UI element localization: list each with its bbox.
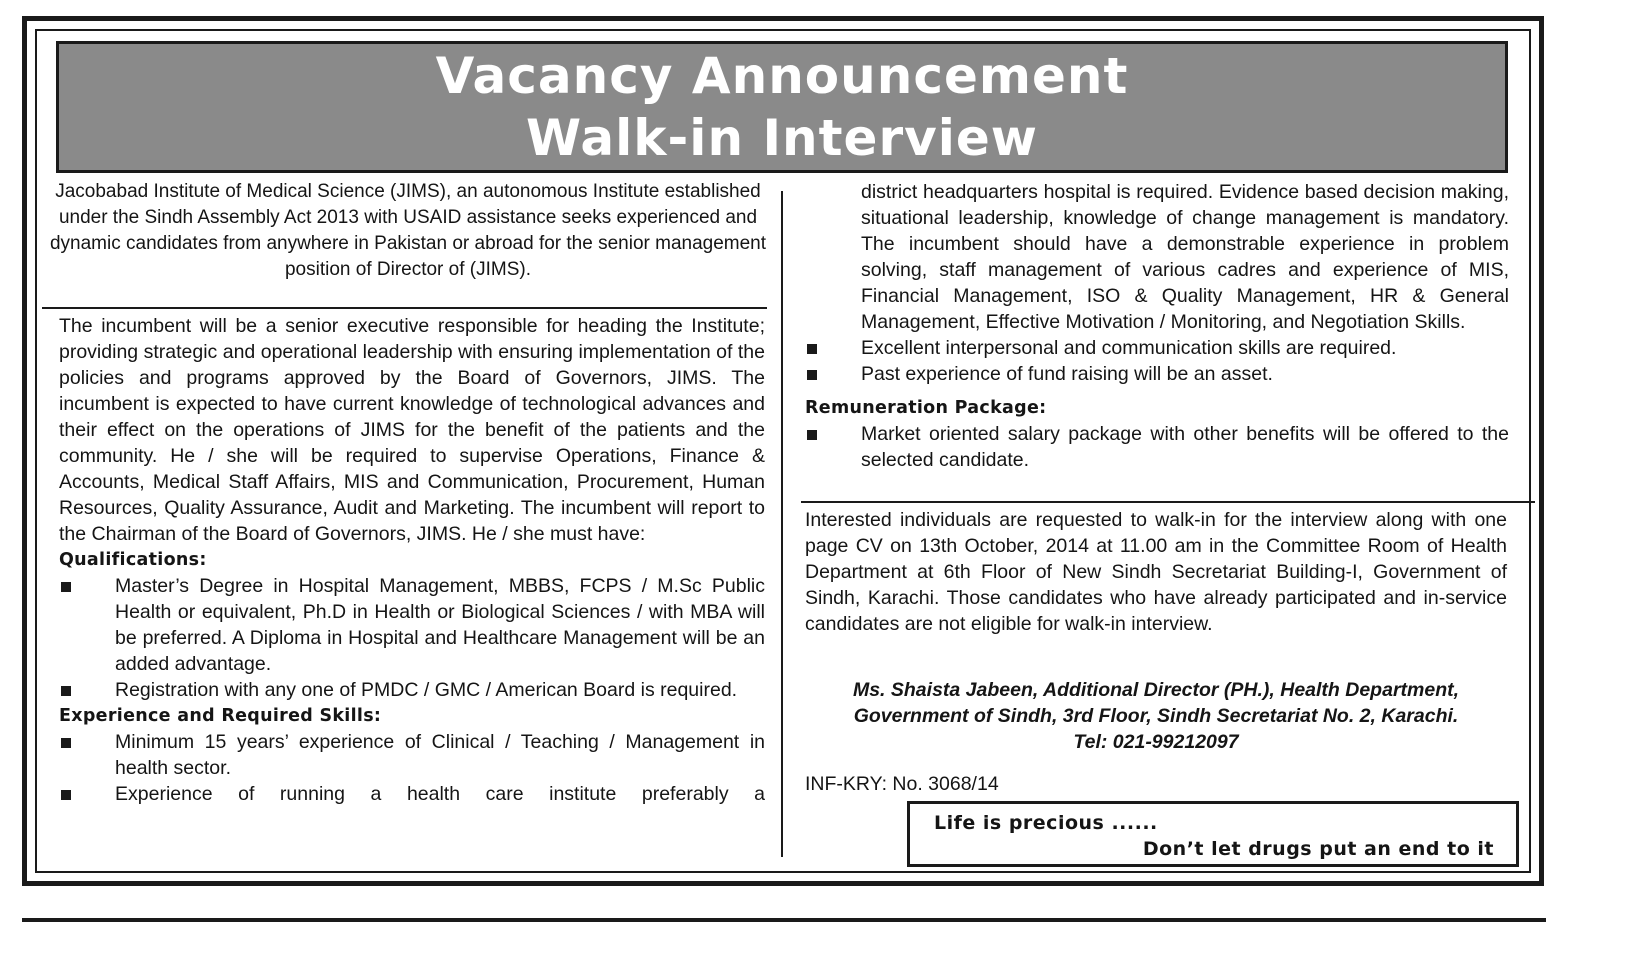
bullet-square-icon (61, 582, 71, 592)
advertisement-frame (22, 16, 1544, 886)
contact-address: Government of Sindh, 3rd Floor, Sindh Secretariat No. 2, Karachi. (853, 705, 1459, 727)
interview-details: Interested individuals are requested to walk-in for the interview along with one page CV on 13th October, 2014 at 11.00 am in the Committee Room of Health Department at 6th Floor of New Sindh Secretariat Building-I, Government of Sindh, Karachi. Those candidates who have already participated and in-service candidates are not eligible for walk-in interview. (805, 509, 1507, 635)
experience-item: Excellent interpersonal and communication skills are required. (805, 335, 1509, 361)
qualification-item: Master’s Degree in Hospital Management, MBBS, FCPS / M.Sc Public Health or equivalent, Ph.D in Health or Biological Sciences / with MBA will be preferred. A Diploma in Hospital and Healthcare Management will be an added advantage. (59, 573, 765, 677)
slogan-box (907, 801, 1519, 867)
contact-name: Ms. Shaista Jabeen, Additional Director (PH.), Health Department, (852, 679, 1460, 701)
slogan-line-2: Don’t let drugs put an end to it (1142, 838, 1494, 860)
left-column (59, 313, 765, 807)
bullet-square-icon (807, 370, 817, 380)
qualification-item: Registration with any one of PMDC / GMC / American Board is required. (59, 677, 765, 703)
experience-item: Past experience of fund raising will be an asset. (805, 361, 1509, 387)
experience-heading: Experience and Required Skills: (59, 706, 382, 726)
bullet-square-icon (807, 344, 817, 354)
bottom-rule (22, 918, 1546, 922)
intro-divider (42, 307, 767, 309)
experience-item: Experience of running a health care institute preferably a (59, 781, 765, 807)
title-line-2: Walk-in Interview (526, 109, 1038, 167)
remuneration-heading: Remuneration Package: (805, 398, 1047, 418)
title-banner (56, 41, 1508, 173)
intro-paragraph: Jacobabad Institute of Medical Science (JIMS), an autonomous Institute established under the Sindh Assembly Act 2013 with USAID assistance seeks experienced and dynamic candidates from anywhere in Pakistan or abroad for the senior management position of Director of (JIMS). (49, 181, 767, 280)
bullet-square-icon (61, 790, 71, 800)
slogan-line-1: Life is precious ...... (934, 812, 1158, 834)
contact-phone: Tel: 021-99212097 (1073, 731, 1239, 753)
bullet-square-icon (807, 430, 817, 440)
right-column (805, 179, 1509, 473)
bullet-square-icon (61, 686, 71, 696)
contact-block (805, 677, 1507, 755)
role-description: The incumbent will be a senior executive responsible for heading the Institute; providing strategic and operational leadership with ensuring implementation of the policies and programs approved by the Board of Governors, JIMS. The incumbent is expected to have current knowledge of technological advances and their effect on the operations of JIMS for the benefit of the patients and the community. He / she will be required to supervise Operations, Finance & Accounts, Medical Staff Affairs, MIS and Communication, Procurement, Human Resources, Quality Assurance, Audit and Marketing. The incumbent will report to the Chairman of the Board of Governors, JIMS. He / she must have: (59, 315, 765, 545)
experience-item-continued: district headquarters hospital is required. Evidence based decision making, situational leadership, knowledge of change management is mandatory. The incumbent should have a demonstrable experience in problem solving, staff management of various cadres and experience of MIS, Financial Management, ISO & Quality Management, HR & General Management, Effective Motivation / Monitoring, and Negotiation Skills. (861, 181, 1509, 333)
experience-item: Minimum 15 years’ experience of Clinical / Teaching / Management in health sector. (59, 729, 765, 781)
remuneration-item: Market oriented salary package with other benefits will be offered to the selected candidate. (805, 421, 1509, 473)
column-divider (781, 191, 783, 857)
qualifications-heading: Qualifications: (59, 550, 207, 570)
title-line-1: Vacancy Announcement (435, 47, 1129, 105)
interview-divider (801, 501, 1535, 503)
reference-number: INF-KRY: No. 3068/14 (805, 773, 999, 795)
bullet-square-icon (61, 738, 71, 748)
advertisement-inner-frame (35, 29, 1531, 873)
